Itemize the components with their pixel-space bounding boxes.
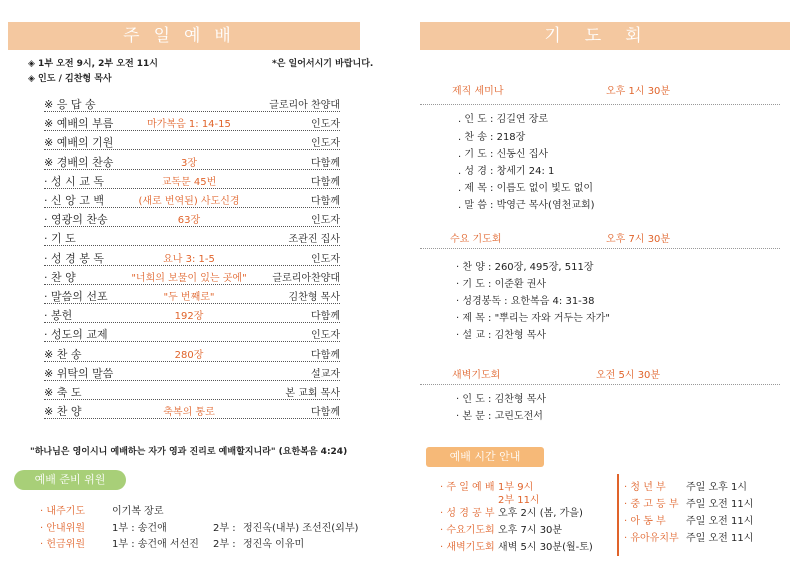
order-detail: (새로 번역된) 사도신경 xyxy=(138,196,240,207)
order-row xyxy=(44,230,340,249)
order-label: ※ 축 도 xyxy=(44,386,82,399)
order-detail: "너희의 보물이 있는 곳에" xyxy=(131,272,247,284)
order-detail: 192장 xyxy=(174,311,204,323)
order-underline xyxy=(44,399,340,400)
order-detail: 3장 xyxy=(180,157,198,169)
seminar-item: . 제 목 : 이름도 없이 빛도 없이 xyxy=(458,183,594,194)
order-detail: 마가복음 1: 14-15 xyxy=(147,119,231,131)
dawn-time: 오전 5시 30분 xyxy=(596,370,661,381)
committee-value: 1부 : 송건애 xyxy=(112,523,167,534)
dawn-divider xyxy=(420,384,780,385)
schedule-value: 주일 오전 11시 xyxy=(686,499,754,510)
service-times: ◈ 1부 오전 9시, 2부 오전 11시 xyxy=(28,59,159,69)
order-underline xyxy=(44,418,340,419)
dawn-item: · 인 도 : 김찬형 목사 xyxy=(456,394,547,405)
wednesday-title: 수요 기도회 xyxy=(450,234,502,245)
order-row xyxy=(44,173,340,192)
dawn-title: 새벽기도회 xyxy=(452,370,501,381)
order-label: ※ 예배의 부름 xyxy=(44,117,114,131)
order-detail: "두 번째로" xyxy=(163,292,215,303)
seminar-divider xyxy=(420,104,780,105)
seminar-time: 오후 1시 30분 xyxy=(606,86,671,97)
order-row xyxy=(44,134,340,153)
order-label: · 찬 양 xyxy=(44,270,76,284)
order-label: · 신 앙 고 백 xyxy=(44,194,104,207)
order-person: 다함께 xyxy=(311,157,340,169)
order-underline xyxy=(44,149,340,150)
order-person: 조관진 집사 xyxy=(288,234,340,246)
order-person: 인도자 xyxy=(311,253,340,265)
committee-value: 이기복 장로 xyxy=(112,506,164,517)
order-underline xyxy=(44,265,340,266)
schedule-divider xyxy=(617,474,619,556)
schedule-label: · 중 고 등 부 xyxy=(624,499,679,510)
seminar-item: . 인 도 : 김길연 장로 xyxy=(458,114,549,125)
order-underline xyxy=(44,380,340,381)
wednesday-item: · 찬 양 : 260장, 495장, 511장 xyxy=(456,262,594,273)
order-row xyxy=(44,384,340,403)
schedule-label: · 아 동 부 xyxy=(624,516,666,527)
order-underline xyxy=(44,130,340,131)
schedule-value: 새벽 5시 30분(월-토) xyxy=(498,542,593,553)
wednesday-item: · 설 교 : 김찬형 목사 xyxy=(456,330,547,341)
order-row xyxy=(44,365,340,384)
schedule-value: 오후 2시 (봄, 가을) xyxy=(498,508,583,519)
order-row xyxy=(44,307,340,326)
order-underline xyxy=(44,284,340,285)
order-underline xyxy=(44,341,340,342)
order-person: 인도자 xyxy=(311,119,340,131)
order-person: 다함께 xyxy=(311,311,340,323)
leader-line: ◈ 인도 / 김찬형 목사 xyxy=(28,74,112,84)
order-person: 다함께 xyxy=(311,407,340,419)
order-underline xyxy=(44,245,340,246)
order-label: · 봉헌 xyxy=(44,309,73,323)
seminar-item: . 성 경 : 창세기 24: 1 xyxy=(458,166,555,177)
wednesday-time: 오후 7시 30분 xyxy=(606,234,671,245)
committee-title: 예배 준비 위원 xyxy=(14,470,126,490)
seminar-item: . 찬 송 : 218장 xyxy=(458,132,526,143)
order-person: 다함께 xyxy=(311,196,340,207)
order-underline xyxy=(44,169,340,170)
seminar-title: 제직 세미나 xyxy=(452,86,504,97)
committee-value: 2부 : xyxy=(213,523,236,534)
stand-note: *은 일어서시기 바랍니다. xyxy=(272,59,374,69)
order-label: ※ 경배의 찬송 xyxy=(44,155,114,169)
order-row xyxy=(44,326,340,345)
schedule-label: · 주 일 예 배 xyxy=(440,482,495,493)
wednesday-item: · 제 목 : "뿌리는 자와 거두는 자가" xyxy=(456,313,610,324)
order-label: ※ 예배의 기원 xyxy=(44,136,114,150)
order-label: · 성 시 교 독 xyxy=(44,174,104,188)
order-label: ※ 찬 양 xyxy=(44,405,82,419)
schedule-label: · 유아유치부 xyxy=(624,533,679,544)
order-detail: 요나 3: 1-5 xyxy=(163,253,215,265)
schedule-value: 주일 오후 1시 xyxy=(686,482,748,493)
seminar-item: . 말 씀 : 박영근 목사(염천교회) xyxy=(458,200,595,211)
order-underline xyxy=(44,226,340,227)
schedule-value: 1부 9시 xyxy=(498,482,534,493)
schedule-label: · 새벽기도회 xyxy=(440,542,495,553)
schedule-value: 오후 7시 30분 xyxy=(498,525,563,536)
order-person: 글로리아찬양대 xyxy=(272,272,340,284)
order-row xyxy=(44,192,340,211)
order-row xyxy=(44,211,340,230)
order-detail: 교독문 45번 xyxy=(161,176,217,188)
order-row xyxy=(44,250,340,269)
order-person: 인도자 xyxy=(311,215,340,227)
order-label: ※ 찬 송 xyxy=(44,347,82,361)
committee-value: 2부 : xyxy=(213,539,236,550)
worship-header: 주일예배 xyxy=(8,22,360,50)
order-person: 글로리아 찬양대 xyxy=(269,100,340,111)
schedule-label: · 수요기도회 xyxy=(440,525,495,536)
order-label: · 기 도 xyxy=(44,232,76,246)
order-row xyxy=(44,96,340,115)
order-underline xyxy=(44,207,340,208)
committee-role: · 헌금위원 xyxy=(40,539,85,550)
order-underline xyxy=(44,188,340,189)
schedule-value: 주일 오전 11시 xyxy=(686,516,754,527)
wednesday-divider xyxy=(420,248,780,249)
schedule-title: 예배 시간 안내 xyxy=(426,447,544,467)
order-underline xyxy=(44,322,340,323)
order-label: · 영광의 찬송 xyxy=(44,213,108,227)
schedule-label: · 성 경 공 부 xyxy=(440,508,495,519)
committee-value: 1부 : 송건애 서선진 xyxy=(112,539,199,550)
order-label: · 성 경 봉 독 xyxy=(44,251,104,265)
verse: "하나님은 영이시니 예배하는 자가 영과 진리로 예배할지니라" (요한복음 4:24) xyxy=(30,447,348,457)
order-row xyxy=(44,403,340,422)
order-person: 본 교회 목사 xyxy=(285,388,340,399)
dawn-item: · 본 문 : 고린도전서 xyxy=(456,411,543,422)
committee-value: 정진옥 이유미 xyxy=(243,539,305,550)
order-person: 다함께 xyxy=(311,176,340,188)
order-row xyxy=(44,346,340,365)
order-person: 인도자 xyxy=(311,330,340,342)
order-label: ※ 위탁의 말씀 xyxy=(44,366,114,380)
order-detail: 축복의 통로 xyxy=(163,407,215,419)
schedule-value: 2부 11시 xyxy=(498,495,540,506)
seminar-item: . 기 도 : 신동신 집사 xyxy=(458,149,549,160)
wednesday-item: · 성경봉독 : 요한복음 4: 31-38 xyxy=(456,296,595,307)
order-detail: 63장 xyxy=(177,215,201,227)
order-detail: 280장 xyxy=(174,349,204,361)
order-label: · 말씀의 선포 xyxy=(44,290,108,303)
committee-role: · 내주기도 xyxy=(40,506,85,517)
order-row xyxy=(44,154,340,173)
order-underline xyxy=(44,361,340,362)
order-row xyxy=(44,288,340,307)
order-row xyxy=(44,115,340,134)
order-label: · 성도의 교제 xyxy=(44,328,108,342)
prayer-header: 기도회 xyxy=(420,22,790,50)
wednesday-item: · 기 도 : 이준환 권사 xyxy=(456,279,547,290)
order-label: ※ 응 답 송 xyxy=(44,98,96,111)
schedule-label: · 청 년 부 xyxy=(624,482,666,493)
order-person: 김찬형 목사 xyxy=(288,292,340,303)
order-person: 설교자 xyxy=(311,368,340,380)
schedule-value: 주일 오전 11시 xyxy=(686,533,754,544)
order-person: 인도자 xyxy=(311,138,340,150)
committee-role: · 안내위원 xyxy=(40,523,85,534)
committee-value: 정진옥(내부) 조선진(외부) xyxy=(243,523,359,534)
order-underline xyxy=(44,111,340,112)
order-person: 다함께 xyxy=(311,349,340,361)
order-underline xyxy=(44,303,340,304)
order-row xyxy=(44,269,340,288)
